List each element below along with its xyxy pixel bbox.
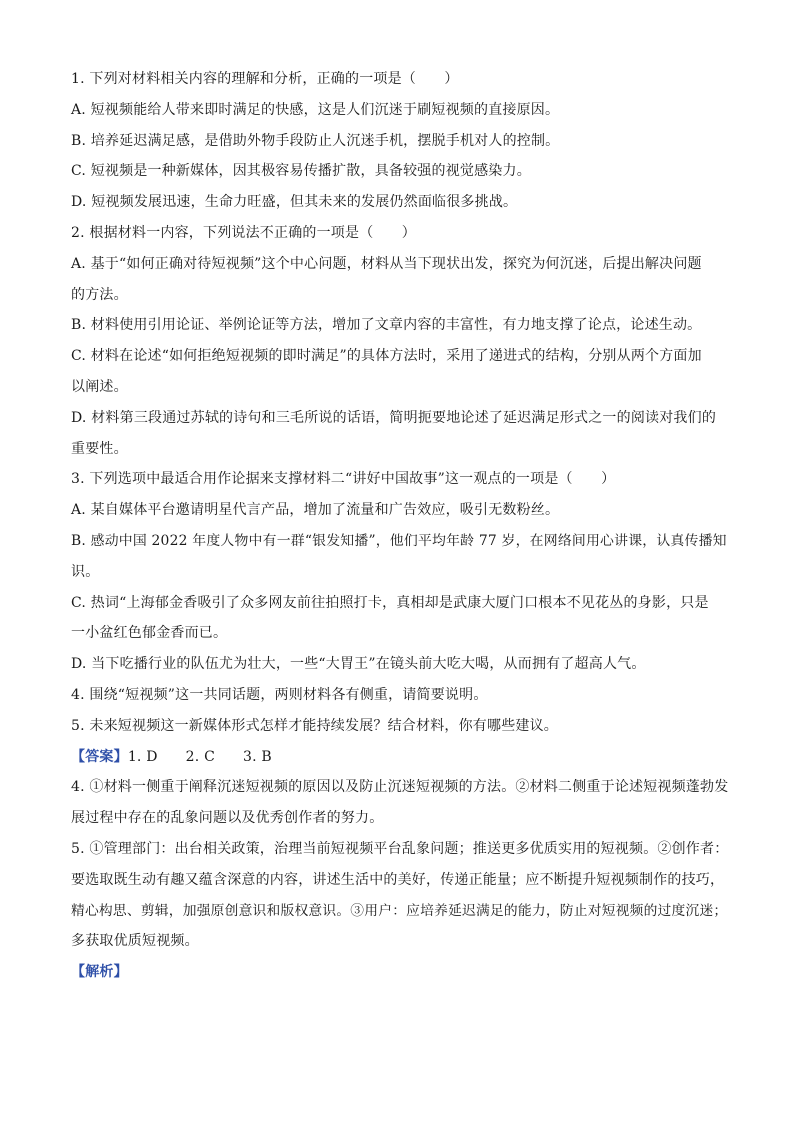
q3-stem: 3. 下列选项中最适合用作论据来支撑材料二“讲好中国故事”这一观点的一项是（ ）: [71, 471, 616, 488]
answer-key: [71, 742, 731, 773]
document-body: [71, 64, 731, 988]
answer-5-line4: 多获取优质短视频。: [71, 933, 199, 950]
q3-option-c-line1: C. 热词“上海郁金香吸引了众多网友前往拍照打卡，真相却是武康大厦门口根本不见花丛的身影，只是: [71, 594, 709, 611]
q2-option-b: B. 材料使用引用论证、举例论证等方法，增加了文章内容的丰富性，有力地支撑了论点，论述生动。: [71, 317, 702, 334]
q1-stem: 1. 下列对材料相关内容的理解和分析，正确的一项是（ ）: [71, 71, 459, 87]
q3-option-c-line2: 一小盆红色郁金香而已。: [71, 625, 228, 642]
q1-option-a: A. 短视频能给人带来即时满足的快感，这是人们沉迷于刷短视频的直接原因。: [71, 101, 560, 118]
q3-option-a: A. 某自媒体平台邀请明星代言产品，增加了流量和广告效应，吸引无数粉丝。: [71, 502, 560, 519]
q2-option-d-line2: 重要性。: [71, 440, 128, 457]
answer-3: 3. B: [242, 748, 272, 765]
answer-5-line2: 要选取既生动有趣又蕴含深意的内容，讲述生活中的美好，传递正能量；应不断提升短视频制作的技巧，: [71, 871, 725, 888]
q2-option-c-line2: 以阐述。: [71, 378, 128, 395]
analysis-heading: [71, 957, 731, 988]
q1-option-b: B. 培养延迟满足感，是借助外物手段防止人沉迷手机，摆脱手机对人的控制。: [71, 132, 560, 149]
answer-4-line1: 4. ①材料一侧重于阐释沉迷短视频的原因以及防止沉迷短视频的方法。②材料二侧重于论述短视频蓬勃发: [71, 779, 729, 796]
q3-option-b-line2: 识。: [71, 563, 100, 580]
q3-option-d: D. 当下吃播行业的队伍尤为壮大，一些“大胃王”在镜头前大吃大喝，从而拥有了超高人气。: [71, 656, 646, 673]
q2-option-a-line2: 的方法。: [71, 286, 128, 303]
answer-5-line1: 5. ①管理部门：出台相关政策，治理当前短视频平台乱象问题；推送更多优质实用的短视频。②创作者：: [71, 840, 729, 857]
q1-option-c: C. 短视频是一种新媒体，因其极容易传播扩散，具备较强的视觉感染力。: [71, 163, 531, 180]
answer-1: 1. D: [127, 748, 158, 765]
q4-stem: 4. 围绕“短视频”这一共同话题，两则材料各有侧重，请简要说明。: [71, 686, 488, 703]
q2-option-d-line1: D. 材料第三段通过苏轼的诗句和三毛所说的话语，简明扼要地论述了延迟满足形式之一的阅读对我们的: [71, 409, 717, 426]
q2-stem: 2. 根据材料一内容，下列说法不正确的一项是（ ）: [71, 224, 417, 241]
q1-option-d: D. 短视频发展迅速，生命力旺盛，但其未来的发展仍然面临很多挑战。: [71, 194, 518, 211]
q3-option-b-line1: B. 感动中国 2022 年度人物中有一群“银发知播”，他们平均年龄 77 岁，在网络间用心讲课，认真传播知: [71, 532, 727, 549]
answer-label: 【答案】: [71, 748, 128, 765]
analysis-label: 【解析】: [71, 964, 128, 981]
answer-2: 2. C: [185, 748, 215, 765]
answer-5-line3: 精心构思、剪辑，加强原创意识和版权意识。③用户：应培养延迟满足的能力，防止对短视频的过度沉迷；: [71, 902, 728, 919]
q2-option-a-line1: A. 基于“如何正确对待短视频”这个中心问题，材料从当下现状出发，探究为何沉迷，后提出解决问题: [71, 255, 702, 272]
answer-4-line2: 展过程中存在的乱象问题以及优秀创作者的努力。: [71, 810, 384, 827]
q2-option-c-line1: C. 材料在论述“如何拒绝短视频的即时满足”的具体方法时，采用了递进式的结构，分别从两个方面加: [71, 348, 702, 365]
q5-stem: 5. 未来短视频这一新媒体形式怎样才能持续发展？结合材料，你有哪些建议。: [71, 717, 559, 734]
